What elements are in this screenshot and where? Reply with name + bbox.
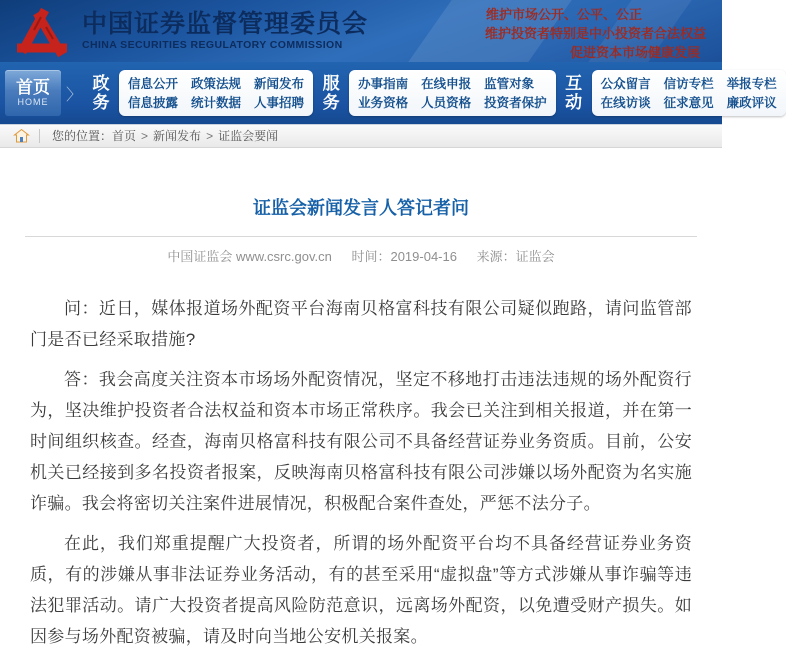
breadcrumb-separator: > xyxy=(206,128,214,143)
nav-link-row xyxy=(358,75,547,94)
nav-section-zhengwu[interactable] xyxy=(89,74,113,112)
title-divider xyxy=(25,236,697,237)
chevron-divider-icon: 〉 xyxy=(66,86,83,104)
article-source: 中国证监会 www.csrc.gov.cn xyxy=(167,249,332,264)
section-char: 动 xyxy=(565,93,583,112)
section-char: 互 xyxy=(565,74,583,93)
nav-section-fuwu[interactable] xyxy=(319,74,343,112)
nav-link-jianguanduixiang[interactable]: 监管对象 xyxy=(484,76,535,91)
nav-linkbox-fuwu xyxy=(349,70,556,116)
nav-link-banshizhinan[interactable]: 办事指南 xyxy=(358,76,409,91)
article-time: 时间：2019-04-16 xyxy=(351,249,457,264)
nav-link-lianzhengpingyi[interactable]: 廉政评议 xyxy=(726,95,777,110)
nav-link-row xyxy=(601,94,777,113)
nav-link-renyuanzige[interactable]: 人员资格 xyxy=(421,95,472,110)
slogan-line: 维护投资者特别是中小投资者合法权益 xyxy=(484,26,706,41)
nav-link-row xyxy=(128,94,304,113)
breadcrumb-item-current[interactable]: 证监会要闻 xyxy=(218,129,279,143)
section-char: 政 xyxy=(92,74,110,93)
org-name-cn: 中国证券监督管理委员会 xyxy=(82,10,369,38)
article-paragraph-answer: 答：我会高度关注资本市场场外配资情况，坚定不移地打击违法违规的场外配资行为，坚决维护投资者合法权益和资本市场正常秩序。我会已关注到相关报道，并在第一时间组织核查。经查，海南贝格富科技有限公司不具备经营证券业务资质。目前，公安机关已经接到多名投资者报案，反映海南贝格富科技有限公司涉嫌以场外配资为名实施诈骗。我会将密切关注案件进展情况，积极配合案件查处，严惩不法分子。 xyxy=(30,370,692,513)
article-paragraph-question: 问：近日，媒体报道场外配资平台海南贝格富科技有限公司疑似跑路，请问监管部门是否已经采取措施? xyxy=(30,299,692,349)
breadcrumb-prefix: 您的位置： xyxy=(52,129,113,143)
nav-link-xinxigongkai[interactable]: 信息公开 xyxy=(128,76,179,91)
nav-link-renshizhaopin[interactable]: 人事招聘 xyxy=(254,95,305,110)
nav-link-zaixianfangtan[interactable]: 在线访谈 xyxy=(600,95,651,110)
nav-link-row xyxy=(601,75,777,94)
nav-home-button[interactable] xyxy=(5,70,61,116)
section-char: 务 xyxy=(322,93,340,112)
slogan-line: 维护市场公开、公平、公正 xyxy=(485,7,642,22)
header-slogans xyxy=(485,5,706,62)
nav-link-zhengqiuyijian[interactable]: 征求意见 xyxy=(663,95,714,110)
nav-link-row xyxy=(358,94,547,113)
nav-linkbox-hudong xyxy=(592,70,786,116)
breadcrumb-divider xyxy=(39,129,40,143)
nav-link-jubaozhuanlan[interactable]: 举报专栏 xyxy=(726,76,777,91)
page-title: 证监会新闻发言人答记者问 xyxy=(253,198,469,218)
csrc-logo-link[interactable] xyxy=(12,5,368,57)
nav-home-sublabel: HOME xyxy=(17,97,49,107)
org-name-en: CHINA SECURITIES REGULATORY COMMISSION xyxy=(82,39,343,51)
nav-link-zhengcefagui[interactable]: 政策法规 xyxy=(191,76,242,91)
slogan-line: 促进资本市场健康发展 xyxy=(569,45,700,60)
csrc-logo-icon xyxy=(12,5,72,57)
breadcrumb-item-home[interactable]: 首页 xyxy=(112,129,137,143)
nav-link-row xyxy=(128,75,304,94)
main-nav xyxy=(0,62,777,124)
article-origin: 来源：证监会 xyxy=(476,249,555,264)
nav-linkbox-zhengwu xyxy=(119,70,313,116)
org-names xyxy=(82,10,368,52)
nav-link-touzizhebaohu[interactable]: 投资者保护 xyxy=(484,95,547,110)
site-header xyxy=(0,0,722,62)
nav-section-hudong[interactable] xyxy=(562,74,586,112)
nav-link-yewuzige[interactable]: 业务资格 xyxy=(358,95,409,110)
breadcrumb-home-button[interactable] xyxy=(14,129,29,143)
article-meta xyxy=(30,248,692,266)
section-char: 服 xyxy=(322,74,340,93)
breadcrumb-bar xyxy=(0,124,722,148)
nav-link-tongjishuju[interactable]: 统计数据 xyxy=(191,95,242,110)
breadcrumb-separator: > xyxy=(141,128,149,143)
article-body xyxy=(30,293,692,652)
section-char: 务 xyxy=(92,93,110,112)
nav-link-xinxipilu[interactable]: 信息披露 xyxy=(128,95,179,110)
home-icon xyxy=(14,129,29,143)
nav-link-xinfangzhuanlan[interactable]: 信访专栏 xyxy=(663,76,714,91)
breadcrumb-item-news[interactable]: 新闻发布 xyxy=(153,129,202,143)
nav-link-xinwenfabu[interactable]: 新闻发布 xyxy=(254,76,305,91)
nav-link-zaixianshenbao[interactable]: 在线申报 xyxy=(421,76,472,91)
article-paragraph-warning: 在此，我们郑重提醒广大投资者，所谓的场外配资平台均不具备经营证券业务资质，有的涉嫌从事非法证券业务活动，有的甚至采用“虚拟盘”等方式涉嫌从事诈骗等违法犯罪活动。请广大投资者提高风险防范意识，远离场外配资，以免遭受财产损失。如因参与场外配资被骗，请及时向当地公安机关报案。 xyxy=(30,534,692,646)
nav-home-label: 首页 xyxy=(16,78,50,97)
article xyxy=(0,148,722,652)
nav-link-gongzhongliuyan[interactable]: 公众留言 xyxy=(600,76,651,91)
